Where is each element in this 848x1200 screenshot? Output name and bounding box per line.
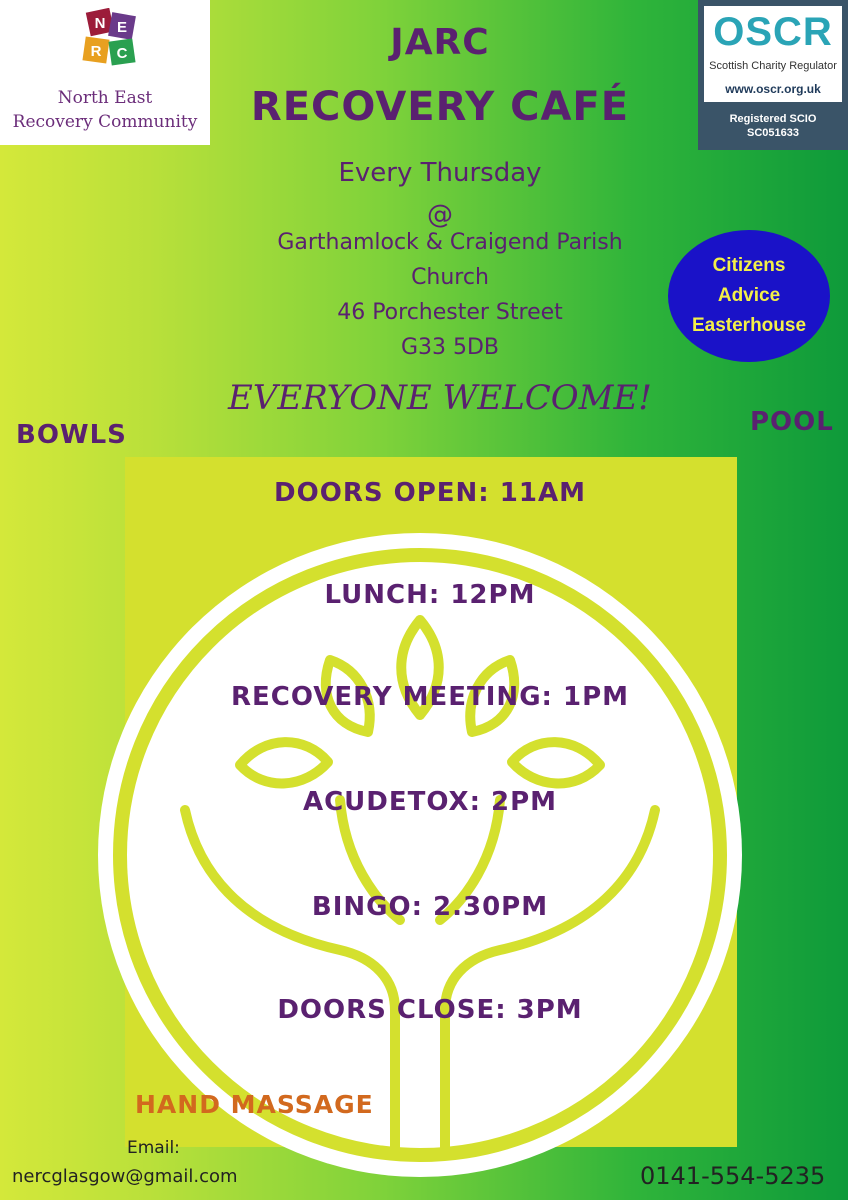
venue-line-2: Church xyxy=(411,265,489,290)
schedule-item: DOORS CLOSE: 3PM xyxy=(277,995,583,1025)
hand-massage-label: HAND MASSAGE xyxy=(135,1090,374,1119)
venue-line-4: G33 5DB xyxy=(400,335,500,360)
venue-line-1: Garthamlock & Craigend Parish xyxy=(277,230,623,255)
citizens-advice-badge xyxy=(668,230,830,362)
pool-label: POOL xyxy=(750,407,834,437)
welcome-banner: EVERYONE WELCOME! xyxy=(228,378,652,418)
bowls-label: BOWLS xyxy=(16,420,127,450)
logo-line-1: North East xyxy=(57,88,153,108)
citizens-line-3: Easterhouse xyxy=(691,315,807,336)
oscr-reg-line-2: SC051633 xyxy=(747,127,799,139)
citizens-line-2: Advice xyxy=(717,285,781,306)
nerc-logo xyxy=(0,0,210,145)
schedule-item: DOORS OPEN: 11AM xyxy=(274,478,586,508)
schedule-item: RECOVERY MEETING: 1PM xyxy=(231,682,629,712)
puzzle-logo-icon xyxy=(70,8,140,78)
oscr-badge xyxy=(698,0,848,150)
schedule-item: LUNCH: 12PM xyxy=(324,580,536,610)
logo-letter-r: R xyxy=(90,43,102,60)
when-text: Every Thursday xyxy=(338,158,542,188)
oscr-registration xyxy=(698,112,848,140)
logo-letter-c: C xyxy=(116,45,128,62)
logo-letter-n: N xyxy=(94,15,106,32)
at-symbol: @ xyxy=(427,200,453,230)
email-address[interactable]: nercglasgow@gmail.com xyxy=(12,1166,238,1187)
oscr-reg-line-1: Registered SCIO xyxy=(729,113,817,125)
logo-line-2: Recovery Community xyxy=(12,112,198,132)
logo-letter-e: E xyxy=(116,19,128,36)
oscr-url: www.oscr.org.uk xyxy=(725,82,821,96)
schedule-item: BINGO: 2.30PM xyxy=(311,892,549,922)
oscr-brand: OSCR xyxy=(713,10,833,54)
title-line-1: JARC xyxy=(390,22,490,63)
schedule-item: ACUDETOX: 2PM xyxy=(302,787,558,817)
venue-line-3: 46 Porchester Street xyxy=(337,300,563,325)
citizens-line-1: Citizens xyxy=(712,255,786,276)
recovery-tree-emblem-icon xyxy=(90,510,750,1190)
title-line-2: RECOVERY CAFÉ xyxy=(250,84,630,130)
email-label: Email: xyxy=(127,1138,180,1158)
oscr-badge-panel xyxy=(704,6,842,102)
oscr-subtitle: Scottish Charity Regulator xyxy=(709,60,837,72)
phone-number[interactable]: 0141-554-5235 xyxy=(640,1162,826,1190)
